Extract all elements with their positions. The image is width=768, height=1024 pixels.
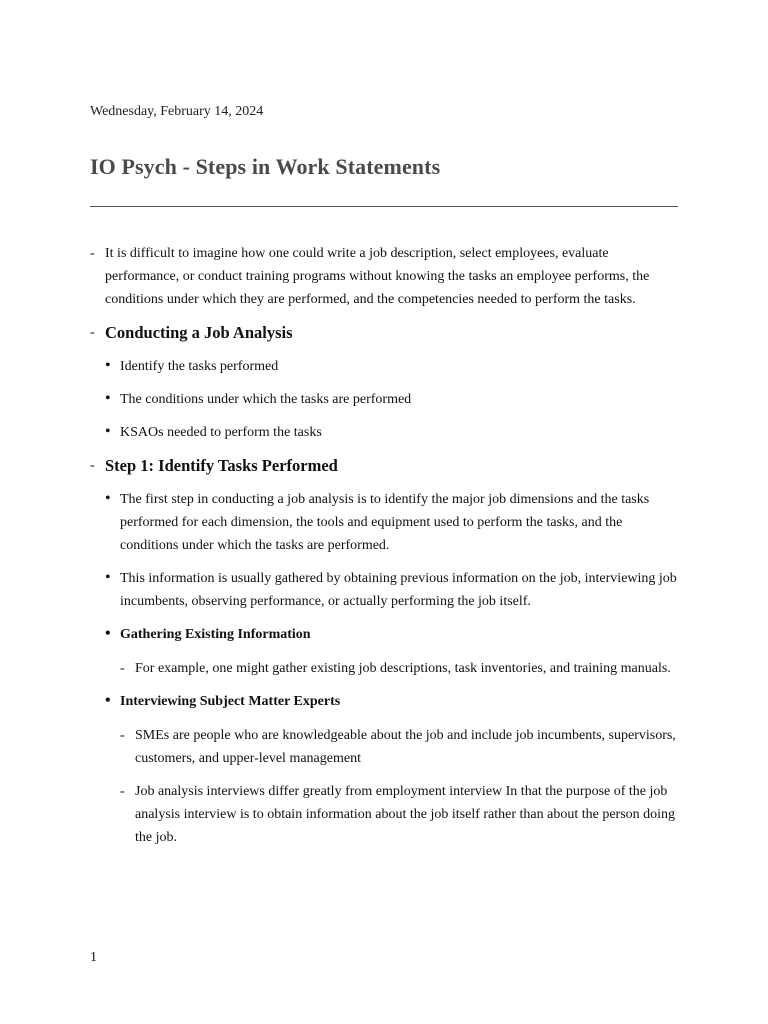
list-item (90, 355, 680, 378)
intro-item (90, 242, 680, 311)
list-item-text: Job analysis interviews differ greatly from employment interview In that the purpose of the job analysis interview is to obtain information about the job itself rather than about the person doing the job. (135, 784, 676, 845)
dash-marker: - (120, 728, 125, 743)
date-line: Wednesday, February 14, 2024 (90, 104, 264, 119)
list-item (90, 567, 680, 613)
list-item (90, 488, 680, 557)
list-item-text: This information is usually gathered by obtaining previous information on the job, interviewing job incumbents, observing performance, or actually performing the job itself. (120, 571, 677, 609)
list-item (90, 724, 680, 770)
title-divider (90, 206, 678, 207)
list-item (90, 780, 680, 849)
list-item-text: For example, one might gather existing job descriptions, task inventories, and training manuals. (135, 661, 671, 676)
bullet-marker: • (105, 625, 111, 642)
section-heading-step-1 (90, 454, 680, 477)
bullet-marker: • (105, 490, 111, 507)
bullet-marker: • (105, 569, 111, 586)
dash-marker: - (90, 246, 95, 261)
bullet-marker: • (105, 423, 111, 440)
section-heading-text: Step 1: Identify Tasks Performed (105, 456, 338, 475)
list-item (90, 421, 680, 444)
page-title: IO Psych - Steps in Work Statements (90, 154, 441, 179)
subheading-text: Interviewing Subject Matter Experts (120, 694, 341, 709)
dash-marker: - (90, 458, 95, 473)
note-body (90, 242, 680, 859)
subheading-interviewing-smes (90, 690, 680, 713)
bullet-marker: • (105, 692, 111, 709)
dash-marker: - (90, 325, 95, 340)
page-number: 1 (90, 950, 97, 965)
section-heading-text: Conducting a Job Analysis (105, 323, 293, 342)
list-item-text: The first step in conducting a job analysis is to identify the major job dimensions and the tasks performed for each dimension, the tools and equipment used to perform the tasks, and the conditions under which the tasks are performed. (120, 492, 650, 553)
list-item-text: Identify the tasks performed (120, 359, 279, 374)
list-item-text: KSAOs needed to perform the tasks (120, 425, 322, 440)
list-item-text: The conditions under which the tasks are performed (120, 392, 412, 407)
bullet-marker: • (105, 357, 111, 374)
bullet-marker: • (105, 390, 111, 407)
subheading-existing-information (90, 623, 680, 646)
dash-marker: - (120, 661, 125, 676)
list-item (90, 388, 680, 411)
list-item-text: SMEs are people who are knowledgeable about the job and include job incumbents, supervisors, customers, and upper-level management (135, 728, 676, 766)
subheading-text: Gathering Existing Information (120, 627, 311, 642)
dash-marker: - (120, 784, 125, 799)
list-item (90, 657, 680, 680)
section-heading-job-analysis (90, 321, 680, 344)
intro-text: It is difficult to imagine how one could write a job description, select employees, evaluate performance, or conduct training programs without knowing the tasks an employee performs, the conditions under which they are performed, and the competencies needed to perform the tasks. (105, 246, 650, 307)
